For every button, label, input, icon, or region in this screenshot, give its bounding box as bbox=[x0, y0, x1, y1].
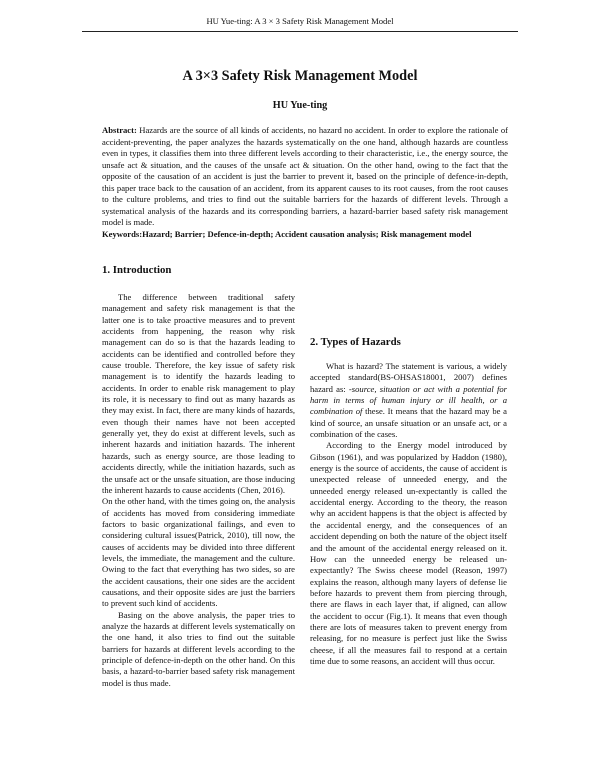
hazard-definition-quote: -source, situation or act with a potential for harm in terms of human injury or ill health, or a combination of bbox=[310, 383, 507, 417]
intro-paragraph-2: On the other hand, with the times going on, the analysis of accidents has moved from considering immediate factors to basic organizational failings, and even to considering cultural issues(Patrick, 2010), till now, the causes of accidents may be divided into three different levels, the immediate, the management and the culture. Owing to the fact that everything has two sides, so are the accident causations, their one sides are the accident causations, and their opposite sides are just the barriers to prevent such kind of accidents. bbox=[102, 496, 295, 609]
section-heading-introduction: 1. Introduction bbox=[102, 264, 172, 276]
author-name: HU Yue-ting bbox=[272, 100, 328, 111]
left-column bbox=[102, 263, 295, 689]
intro-paragraph-3: Basing on the above analysis, the paper tries to analyze the hazards at different levels systematically on the one hand, it also tries to find out the suitable barriers for hazards at different levels according to the principle of defence-in-depth on the other hand. On this basis, a hazard-to-barrier based safety risk management model is thus made. bbox=[102, 609, 295, 688]
abstract-text: Hazards are the source of all kinds of accidents, no hazard no accident. In order to explore the rationale of accident-preventing, the paper analyzes the hazards systematically on the one hand, although hazards are countless even in types, it classifies them into three different levels according to their characteristic, i.e., the energy source, the unsafe act & situation, and the causes of the unsafe act & situation. On the other hand, owing to the fact that the opposite of the causation of an accident is just the barrier to prevent it, based on the principle of defence-in-depth, this paper trace back to the causation of an accident, from its apparent causes to its root causes, from the root causes to the culture problems, and tries to find out the suitable barriers for the hazards of different levels. Through a systematical analysis of the hazards and its corresponding barriers, a hazard-barrier based safety risk management model is made. bbox=[102, 125, 508, 228]
section-heading-types-of-hazards: 2. Types of Hazards bbox=[310, 336, 401, 348]
header-rule bbox=[82, 31, 518, 32]
right-column-body bbox=[310, 335, 507, 667]
types-paragraph-1-tail: these. It means that the hazard may be a kind of source, an unsafe situation or an unsafe act, or a combination of the cases. bbox=[310, 406, 507, 440]
types-paragraph-1-lead: What is hazard? The statement is various, a widely accepted standard(BS-OHSAS18001, 2007) defines hazard as: bbox=[310, 361, 507, 394]
keywords-label: Keywords: bbox=[102, 228, 143, 239]
running-head: HU Yue-ting: A 3 × 3 Safety Risk Management Model bbox=[206, 16, 394, 26]
paper-title: A 3×3 Safety Risk Management Model bbox=[182, 68, 418, 84]
intro-paragraph-1: The difference between traditional safety management and safety risk management is that the latter one is to take proactive measures and to prevent accidents from happening, the reason why risk management can do so is that the hazards leading to accidents can be identified and controlled before they cause trouble. Therefore, the key issue of safety risk management is to identify the hazards leading to accidents. In order to enable risk management to play its role, it is necessary to find out as many hazards as they may exist. In fact, there are many kinds of hazards, even though their names have not been accepted generally yet, they do exist at different levels, such as inherent hazards and initiation hazards. The inherent hazards, such as energy source, are those leading to accidents directly, while the initiation hazards, such as the unsafe act or the unsafe situation, are those inducing the inherent hazards to cause accidents (Chen, 2016). bbox=[102, 292, 295, 495]
types-paragraph-2: According to the Energy model introduced by Gibson (1961), and was popularized by Haddon (1980), energy is the source of accidents, the cause of accident is unexpected release of unneeded energy, and the unneeded energy released un-expectantly is called the accidental energy. According to the theory, the reason why an accident happens is that the object is affected by the accidental energy, and the consequences of an accident depending on both the nature of the object itself and the amount of the accidental energy released on it. How can the unneeded energy be released un-expectantly? The Swiss cheese model (Reason, 1997) explains the reason, although many layers of defense lie before hazards to prevent them from piercing through, there are flaws in each layer that, if aligned, can allow the accident to occur (Fig.1). It means that even though there are lots of measures taken to prevent energy from releasing, for no measure is perfect just like the Swiss cheese, if all the measures fail to respond at a certain time due to some reasons, an accident will thus occur. bbox=[310, 440, 507, 666]
abstract-block bbox=[102, 125, 508, 240]
abstract-label: Abstract: bbox=[102, 125, 137, 135]
types-paragraph-1 bbox=[310, 361, 507, 440]
keywords-text: Hazard; Barrier; Defence-in-depth; Accident causation analysis; Risk management model bbox=[142, 228, 472, 239]
